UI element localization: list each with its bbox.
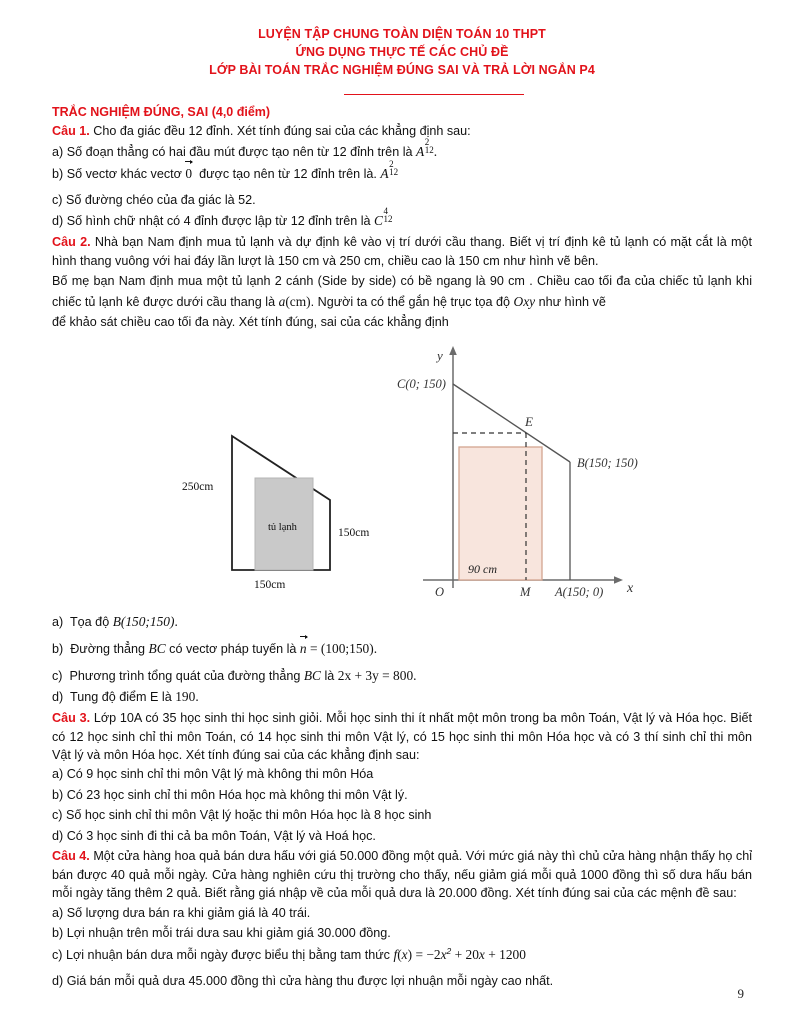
question-4-item-d	[52, 972, 752, 992]
item-tag: a)	[52, 767, 64, 782]
item-tag: d)	[52, 973, 64, 988]
item-tag: c)	[52, 668, 63, 683]
figure-staircase-cross-section	[180, 418, 385, 598]
fridge-label: tủ lạnh	[268, 522, 297, 534]
question-2-stem-text-2c: như hình vẽ	[538, 294, 606, 309]
question-2-stem-part-2	[52, 272, 752, 312]
section-title: TRẮC NGHIỆM ĐÚNG, SAI (4,0 điểm)	[52, 105, 271, 120]
question-3-item-d	[52, 827, 752, 847]
item-text: Số lượng dưa bán ra khi giảm giá là 40 trái.	[66, 905, 311, 920]
question-2-stem-part-1	[52, 233, 752, 271]
y-axis-arrow	[449, 346, 457, 355]
item-text: Lợi nhuận trên mỗi trái dưa sau khi giảm giá 30.000 đồng.	[66, 926, 391, 941]
question-2-stem-text-1: Nhà bạn Nam định mua tủ lạnh và dự định kê vào vị trí dưới cầu thang. Biết vị trí định kê tủ lạnh có mặt cắt là một hình thang vuông với hai đáy lần lượt là 150 cm và 250 cm, chiều cao là 150 cm như hình vẽ bên.	[52, 235, 752, 269]
item-tag: b)	[52, 167, 64, 182]
item-math: A 2 12	[416, 136, 434, 160]
item-tag: c)	[52, 947, 63, 962]
figure-coordinate-system	[397, 340, 667, 610]
item-text-mid: là	[324, 668, 335, 683]
item-period: .	[252, 192, 256, 207]
x-axis-arrow	[614, 576, 623, 584]
question-4-label: Câu 4.	[52, 849, 90, 864]
item-text: Số vectơ khác vectơ 0 được tạo nên từ 12 đỉnh trên là.	[67, 167, 377, 181]
item-math-bc: BC	[148, 640, 166, 656]
x-axis-label: x	[627, 581, 634, 597]
question-1-stem-text: Cho đa giác đều 12 đỉnh. Xét tính đúng sai của các khẳng định sau:	[93, 124, 471, 139]
item-text-mid: có vectơ pháp tuyến là	[169, 641, 297, 656]
item-text: Có 9 học sinh chỉ thi môn Vật lý mà không thi môn Hóa	[66, 767, 374, 782]
item-text: Giá bán mỗi quả dưa 45.000 đồng thì cửa hàng thu được lợi nhuận mỗi ngày cao nhất.	[66, 973, 554, 988]
label-point-M: M	[520, 585, 531, 600]
item-text: Số học sinh chỉ thi môn Vật lý hoặc thi môn Hóa học là 8 học sinh	[66, 808, 432, 823]
item-math: B(150;150)	[112, 614, 175, 630]
item-text: Lợi nhuận bán dưa mỗi ngày được biểu thị bằng tam thức	[66, 947, 390, 962]
item-tag: b)	[52, 641, 64, 656]
header-line-3: LỚP BÀI TOÁN TRẮC NGHIỆM ĐÚNG SAI VÀ TRẢ LỜI NGẮN P4	[209, 62, 595, 77]
item-math-bc: BC	[303, 667, 321, 683]
question-3-item-c	[52, 806, 752, 826]
question-2-stem-part-3: để khảo sát chiều cao tối đa này. Xét tính đúng, sai của các khẳng định	[52, 315, 449, 329]
question-1-item-a	[52, 136, 752, 163]
question-2-stem-text-2b: . Người ta có thể gắn hệ trục tọa độ	[310, 294, 511, 309]
figure-row	[52, 340, 752, 608]
question-4-item-c	[52, 945, 752, 966]
question-3-stem-text: Lớp 10A có 35 học sinh thi học sinh giỏi. Mỗi học sinh thi ít nhất một môn trong ba môn Toán, Vật lý và Hóa học. Biết có 12 học sinh chỉ thi môn Toán, có 14 học sinh thi môn Vật lý, có 15 học sinh thi môn Hóa học và có 3 thí sinh chỉ thi môn Vật lý và môn Hóa học. Xét tính đúng sai của các khẳng định sau:	[52, 711, 753, 762]
item-period: .	[195, 689, 199, 705]
question-3-item-b	[52, 786, 752, 806]
rect-label-90cm: 90 cm	[468, 562, 497, 577]
question-2-label: Câu 2.	[52, 235, 91, 250]
header-line-2: ỨNG DỤNG THỰC TẾ CÁC CHỦ ĐỀ	[295, 44, 509, 59]
item-tag: a)	[52, 615, 64, 630]
question-2-math-oxy: Oxy	[513, 293, 536, 309]
item-tag: c)	[52, 808, 63, 823]
question-2-item-b	[52, 639, 752, 660]
question-2-math-a-cm: a(cm)	[278, 293, 311, 309]
item-tag: c)	[52, 192, 63, 207]
item-text: Phương trình tổng quát của đường thẳng	[69, 668, 301, 683]
question-3-label: Câu 3.	[52, 711, 91, 726]
item-period: .	[413, 667, 417, 683]
item-text: Tung độ điểm E là	[69, 690, 172, 705]
item-math: C 4 12	[374, 205, 393, 229]
question-4-item-a	[52, 904, 752, 924]
question-4-stem-text: Một cửa hàng hoa quả bán dưa hấu với giá 50.000 đồng một quả. Với mức giá này thì chủ cửa hàng nhận thấy họ chỉ bán được 40 quả mỗi ngày. Cửa hàng nghiên cứu thị trường cho thấy, nếu giảm giá mỗi quả 1000 đồng thì số dưa hấu bán mỗi ngày tăng thêm 2 quả. Biết rằng giá nhập về của mỗi quả dưa là 20.000 đồng. Xét tính đúng sai của các mệnh đề sau:	[52, 849, 753, 901]
item-text: Có 3 học sinh đi thi cả ba môn Toán, Vật lý và Hoá học.	[66, 828, 376, 843]
divider-line	[344, 94, 524, 95]
label-150cm-bottom: 150cm	[254, 579, 286, 592]
item-text: Có 23 học sinh chỉ thi môn Hóa học mà không thi môn Vật lý.	[66, 787, 408, 802]
header-divider	[52, 85, 752, 103]
fridge-rectangle	[459, 447, 542, 580]
item-tag: a)	[52, 145, 64, 160]
y-axis-label: y	[437, 348, 443, 364]
question-2-item-a	[52, 612, 752, 633]
origin-label: O	[435, 585, 445, 600]
item-text: Số đoạn thẳng có hai đầu mút được tạo nên từ 12 đỉnh trên là	[66, 145, 413, 160]
item-text: Đường thẳng	[70, 641, 146, 656]
question-4-stem	[52, 847, 752, 902]
staircase-svg	[180, 418, 385, 593]
label-150cm-right: 150cm	[338, 527, 370, 540]
item-period: .	[174, 614, 178, 630]
label-250cm: 250cm	[182, 481, 214, 494]
item-math-normal-vector: n = (100;150)	[300, 642, 374, 656]
question-2-item-d	[52, 687, 752, 708]
question-2-stem-text-2a: Bố mẹ bạn Nam định mua một tủ lạnh 2 cánh (Side by side) có bề ngang là 90 cm . Chiều cao tối đa của chiếc tủ lạnh khi chiếc tủ lạnh kê được dưới cầu thang là	[52, 274, 752, 309]
item-text: Số đường chéo của đa giác là 52	[66, 192, 253, 207]
page-number: 9	[737, 986, 744, 1001]
item-math-equation: 2x + 3y = 800	[337, 667, 414, 683]
zero-vector-symbol: 0	[185, 164, 192, 185]
item-tag: d)	[52, 690, 64, 705]
item-period: .	[373, 640, 378, 656]
label-point-E: E	[525, 414, 533, 430]
header-line-1: LUYỆN TẬP CHUNG TOÀN DIỆN TOÁN 10 THPT	[258, 27, 546, 41]
question-1-item-d	[52, 205, 752, 232]
label-point-A: A(150; 0)	[555, 585, 604, 600]
item-tag: d)	[52, 828, 64, 843]
item-tag: b)	[52, 787, 64, 802]
question-4-item-b	[52, 924, 752, 944]
item-math: 190	[175, 689, 196, 705]
coordinate-svg	[397, 340, 667, 605]
question-1-stem	[52, 122, 752, 141]
question-1-item-b	[52, 158, 752, 185]
document-header	[52, 26, 752, 79]
question-1-item-c	[52, 191, 752, 211]
label-point-B: B(150; 150)	[577, 456, 638, 471]
label-point-C: C(0; 150)	[397, 377, 446, 392]
question-2-item-c	[52, 666, 752, 687]
item-tag: a)	[52, 905, 64, 920]
question-1-label: Câu 1.	[52, 124, 90, 139]
question-3-item-a	[52, 765, 752, 785]
item-period: .	[433, 144, 438, 160]
question-3-stem	[52, 709, 752, 764]
item-math: A 2 12	[380, 158, 399, 182]
item-text: Số hình chữ nhật có 4 đỉnh được lập từ 12 đỉnh trên là	[66, 214, 371, 229]
item-text: Tọa độ	[69, 615, 110, 630]
item-tag: d)	[52, 214, 64, 229]
item-tag: b)	[52, 926, 64, 941]
item-math-quadratic: $f(x) = -2x^2 + 20x + 1200$	[393, 945, 526, 962]
